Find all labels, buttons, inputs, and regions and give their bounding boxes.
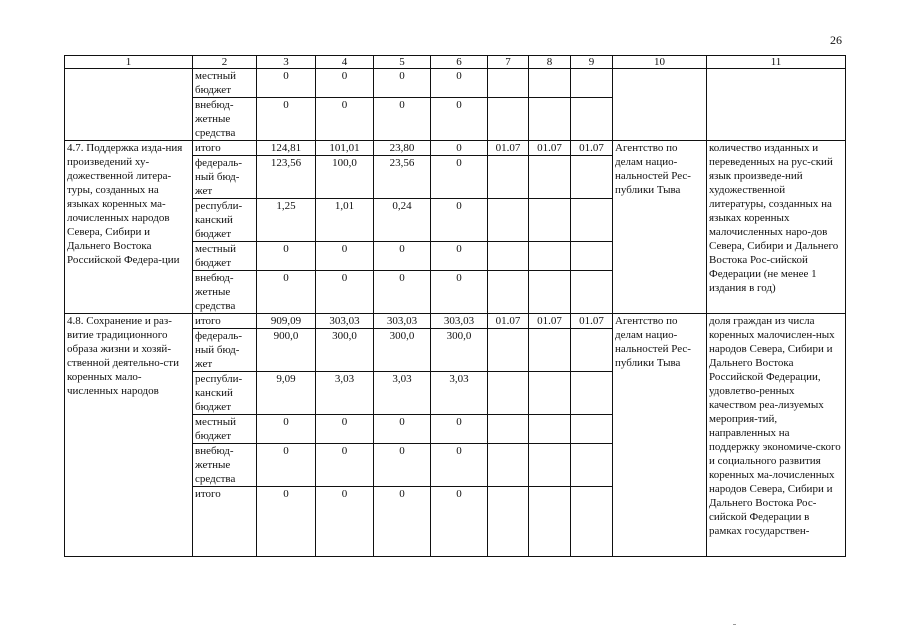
empty-cell [571,156,613,199]
value-cell: 303,03 [431,314,488,329]
table-row [65,69,846,98]
date-cell: 01.07 [488,141,529,156]
empty-cell [529,415,571,444]
value-cell: 1,01 [316,199,374,242]
value-cell: 0 [374,487,431,557]
value-cell: 0 [431,271,488,314]
empty-cell [65,69,193,141]
header-cell: 11 [707,56,846,69]
value-cell: 0 [257,415,316,444]
empty-cell [529,372,571,415]
table-row [65,314,846,329]
value-cell: 300,0 [316,329,374,372]
source-cell: местный бюджет [193,69,257,98]
empty-cell [488,242,529,271]
source-cell: итого [193,141,257,156]
measure-name-4-8: 4.8. Сохранение и раз-витие традиционного образа жизни и хозяй-ственной деятельно-сти коренных мало-численных народов [65,314,193,557]
source-cell: федераль-ный бюд-жет [193,329,257,372]
value-cell: 9,09 [257,372,316,415]
value-cell: 0 [257,271,316,314]
value-cell: 0 [431,156,488,199]
value-cell: 0 [374,98,431,141]
empty-cell [488,444,529,487]
empty-cell [488,271,529,314]
value-cell: 124,81 [257,141,316,156]
source-cell: республи-канский бюджет [193,372,257,415]
value-cell: 23,80 [374,141,431,156]
empty-cell [529,271,571,314]
empty-cell [571,69,613,98]
value-cell: 0 [257,444,316,487]
empty-cell [488,372,529,415]
source-cell: местный бюджет [193,415,257,444]
empty-cell [571,487,613,557]
empty-cell [571,444,613,487]
header-row [65,56,846,69]
source-cell: внебюд-жетные средства [193,444,257,487]
value-cell: 900,0 [257,329,316,372]
value-cell: 1,25 [257,199,316,242]
value-cell: 0 [257,487,316,557]
value-cell: 0 [257,98,316,141]
indicator-cell: количество изданных и переведенных на рус-ский язык произведе-ний художественной литературы, созданных на языках коренных малочисленных наро-дов Севера, Сибири и Дальнего Востока Рос-сийской Федерации (не менее 1 издания в год) [707,141,846,314]
value-cell: 0 [374,271,431,314]
empty-cell [488,156,529,199]
value-cell: 0 [431,141,488,156]
value-cell: 0 [431,487,488,557]
value-cell: 0 [316,487,374,557]
header-cell: 9 [571,56,613,69]
date-cell: 01.07 [529,141,571,156]
empty-cell [529,487,571,557]
header-cell: 3 [257,56,316,69]
value-cell: 0 [431,444,488,487]
source-cell: местный бюджет [193,242,257,271]
empty-cell [571,199,613,242]
value-cell: 909,09 [257,314,316,329]
source-cell: внебюд-жетные средства [193,271,257,314]
header-cell: 10 [613,56,707,69]
empty-cell [571,242,613,271]
value-cell: 0 [374,444,431,487]
empty-cell [571,271,613,314]
source-cell: итого [193,314,257,329]
executor-cell: Агентство по делам нацио-нальностей Рес-публики Тыва [613,314,707,557]
empty-cell [529,444,571,487]
value-cell: 3,03 [374,372,431,415]
executor-cell: Агентство по делам нацио-нальностей Рес-публики Тыва [613,141,707,314]
empty-cell [571,98,613,141]
date-cell: 01.07 [571,314,613,329]
empty-cell [571,415,613,444]
page-number: 26 [830,33,842,47]
value-cell: 100,0 [316,156,374,199]
value-cell: 303,03 [374,314,431,329]
value-cell: 101,01 [316,141,374,156]
empty-cell [707,69,846,141]
empty-cell [529,156,571,199]
header-cell: 6 [431,56,488,69]
source-cell: итого [193,487,257,557]
empty-cell [613,69,707,141]
indicator-cell: доля граждан из числа коренных малочислен-ных народов Севера, Сибири и Дальнего Востока Российской Федерации, удовлетво-ренных качеством реа-лизуемых мероприя-тий, направленных на поддержку экономиче-ского и социального развития коренных ма-лочисленных народов Севера, Сибири и Дальнего Востока Рос-сийской Федерации в рамках государствен- [707,314,846,557]
header-cell: 1 [65,56,193,69]
value-cell: 0 [316,98,374,141]
value-cell: 0 [431,69,488,98]
value-cell: 300,0 [374,329,431,372]
source-cell: республи-канский бюджет [193,199,257,242]
empty-cell [488,98,529,141]
empty-cell [529,199,571,242]
date-cell: 01.07 [529,314,571,329]
date-cell: 01.07 [571,141,613,156]
empty-cell [571,329,613,372]
empty-cell [488,329,529,372]
value-cell: 23,56 [374,156,431,199]
empty-cell [571,372,613,415]
empty-cell [488,487,529,557]
empty-cell [488,199,529,242]
header-cell: 2 [193,56,257,69]
header-cell: 5 [374,56,431,69]
date-cell: 01.07 [488,314,529,329]
measure-name-4-7: 4.7. Поддержка изда-ния произведений ху-дожественной литера-туры, созданных на языках коренных ма-лочисленных народов Севера, Сибири и Дальнего Востока Российской Федера-ции [65,141,193,314]
header-cell: 4 [316,56,374,69]
table-row [65,141,846,156]
value-cell: 303,03 [316,314,374,329]
value-cell: 0 [431,98,488,141]
value-cell: 0 [374,69,431,98]
value-cell: 0 [431,415,488,444]
value-cell: 0 [374,415,431,444]
value-cell: 300,0 [431,329,488,372]
value-cell: 0 [431,199,488,242]
empty-cell [529,98,571,141]
value-cell: 0,24 [374,199,431,242]
value-cell: 3,03 [431,372,488,415]
value-cell: 0 [316,271,374,314]
value-cell: 0 [316,242,374,271]
empty-cell [529,69,571,98]
empty-cell [488,69,529,98]
value-cell: 0 [374,242,431,271]
source-cell: федераль-ный бюд-жет [193,156,257,199]
value-cell: 0 [431,242,488,271]
empty-cell [529,242,571,271]
header-cell: 7 [488,56,529,69]
header-cell: 8 [529,56,571,69]
value-cell: 0 [257,69,316,98]
value-cell: 3,03 [316,372,374,415]
value-cell: 0 [316,69,374,98]
budget-table [64,55,846,557]
value-cell: 0 [316,415,374,444]
value-cell: 0 [316,444,374,487]
value-cell: 0 [257,242,316,271]
value-cell: 123,56 [257,156,316,199]
empty-cell [529,329,571,372]
empty-cell [488,415,529,444]
scan-speck [733,624,736,625]
source-cell: внебюд-жетные средства [193,98,257,141]
